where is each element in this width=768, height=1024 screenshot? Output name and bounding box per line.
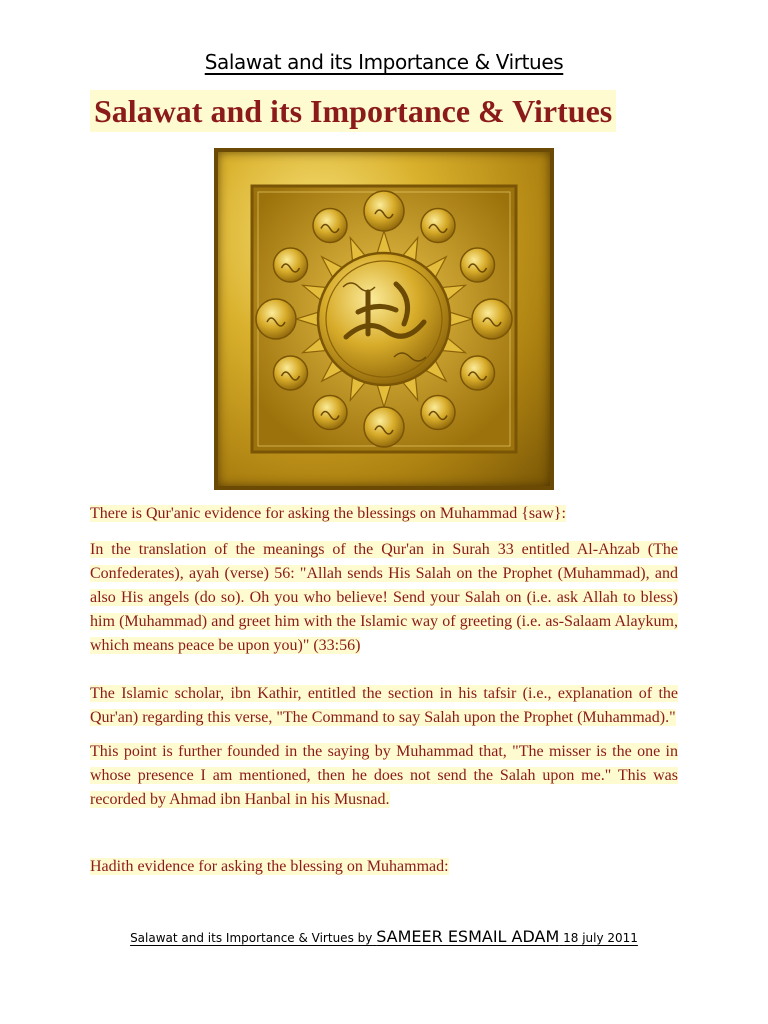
running-header-title: Salawat and its Importance & Virtues	[204, 50, 564, 74]
paragraph-quranic-evidence: There is Qur'anic evidence for asking the blessings on Muhammad {saw}:	[90, 505, 566, 522]
paragraph-hadith-evidence: Hadith evidence for asking the blessing on Muhammad:	[90, 858, 449, 875]
footer-date: 18 july 2011	[563, 931, 638, 945]
small-medallion	[461, 356, 495, 390]
small-medallion	[421, 209, 455, 243]
small-medallion	[274, 356, 308, 390]
footer-author: SAMEER ESMAIL ADAM	[376, 927, 560, 946]
footer-title: Salawat and its Importance & Virtues by	[130, 931, 373, 945]
small-medallion	[313, 396, 347, 430]
page-footer	[0, 927, 768, 946]
small-medallion	[364, 191, 404, 231]
small-medallion	[274, 248, 308, 282]
paragraph-surah-translation: In the translation of the meanings of the Qur'an in Surah 33 entitled Al-Ahzab (The Confederates), ayah (verse) 56: "Allah sends His Salah on the Prophet (Muhammad), and also His angels (do so). Oh you who believe! Send your Salah on (i.e. ask Allah to bless) him (Muhammad) and greet him with the Islamic way of greeting (i.e. as-Salaam Alaykum, which means peace be upon you)" (33:56)	[90, 541, 678, 654]
paragraph-ibn-kathir: The Islamic scholar, ibn Kathir, entitled the section in his tafsir (i.e., explanation of the Qur'an) regarding this verse, "The Command to say Salah upon the Prophet (Muhammad)."	[90, 685, 678, 726]
small-medallion	[364, 407, 404, 447]
small-medallion	[256, 299, 296, 339]
calligraphy-plaque-image	[214, 148, 554, 490]
small-medallion	[461, 248, 495, 282]
small-medallion	[421, 396, 455, 430]
page-title: Salawat and its Importance & Virtues	[90, 90, 616, 132]
paragraph-misser-saying: This point is further founded in the saying by Muhammad that, "The misser is the one in whose presence I am mentioned, then he does not send the Salah upon me." This was recorded by Ahmad ibn Hanbal in his Musnad.	[90, 743, 678, 808]
small-medallion	[472, 299, 512, 339]
small-medallion	[313, 209, 347, 243]
running-header	[0, 50, 768, 74]
plaque-artwork	[218, 152, 550, 486]
